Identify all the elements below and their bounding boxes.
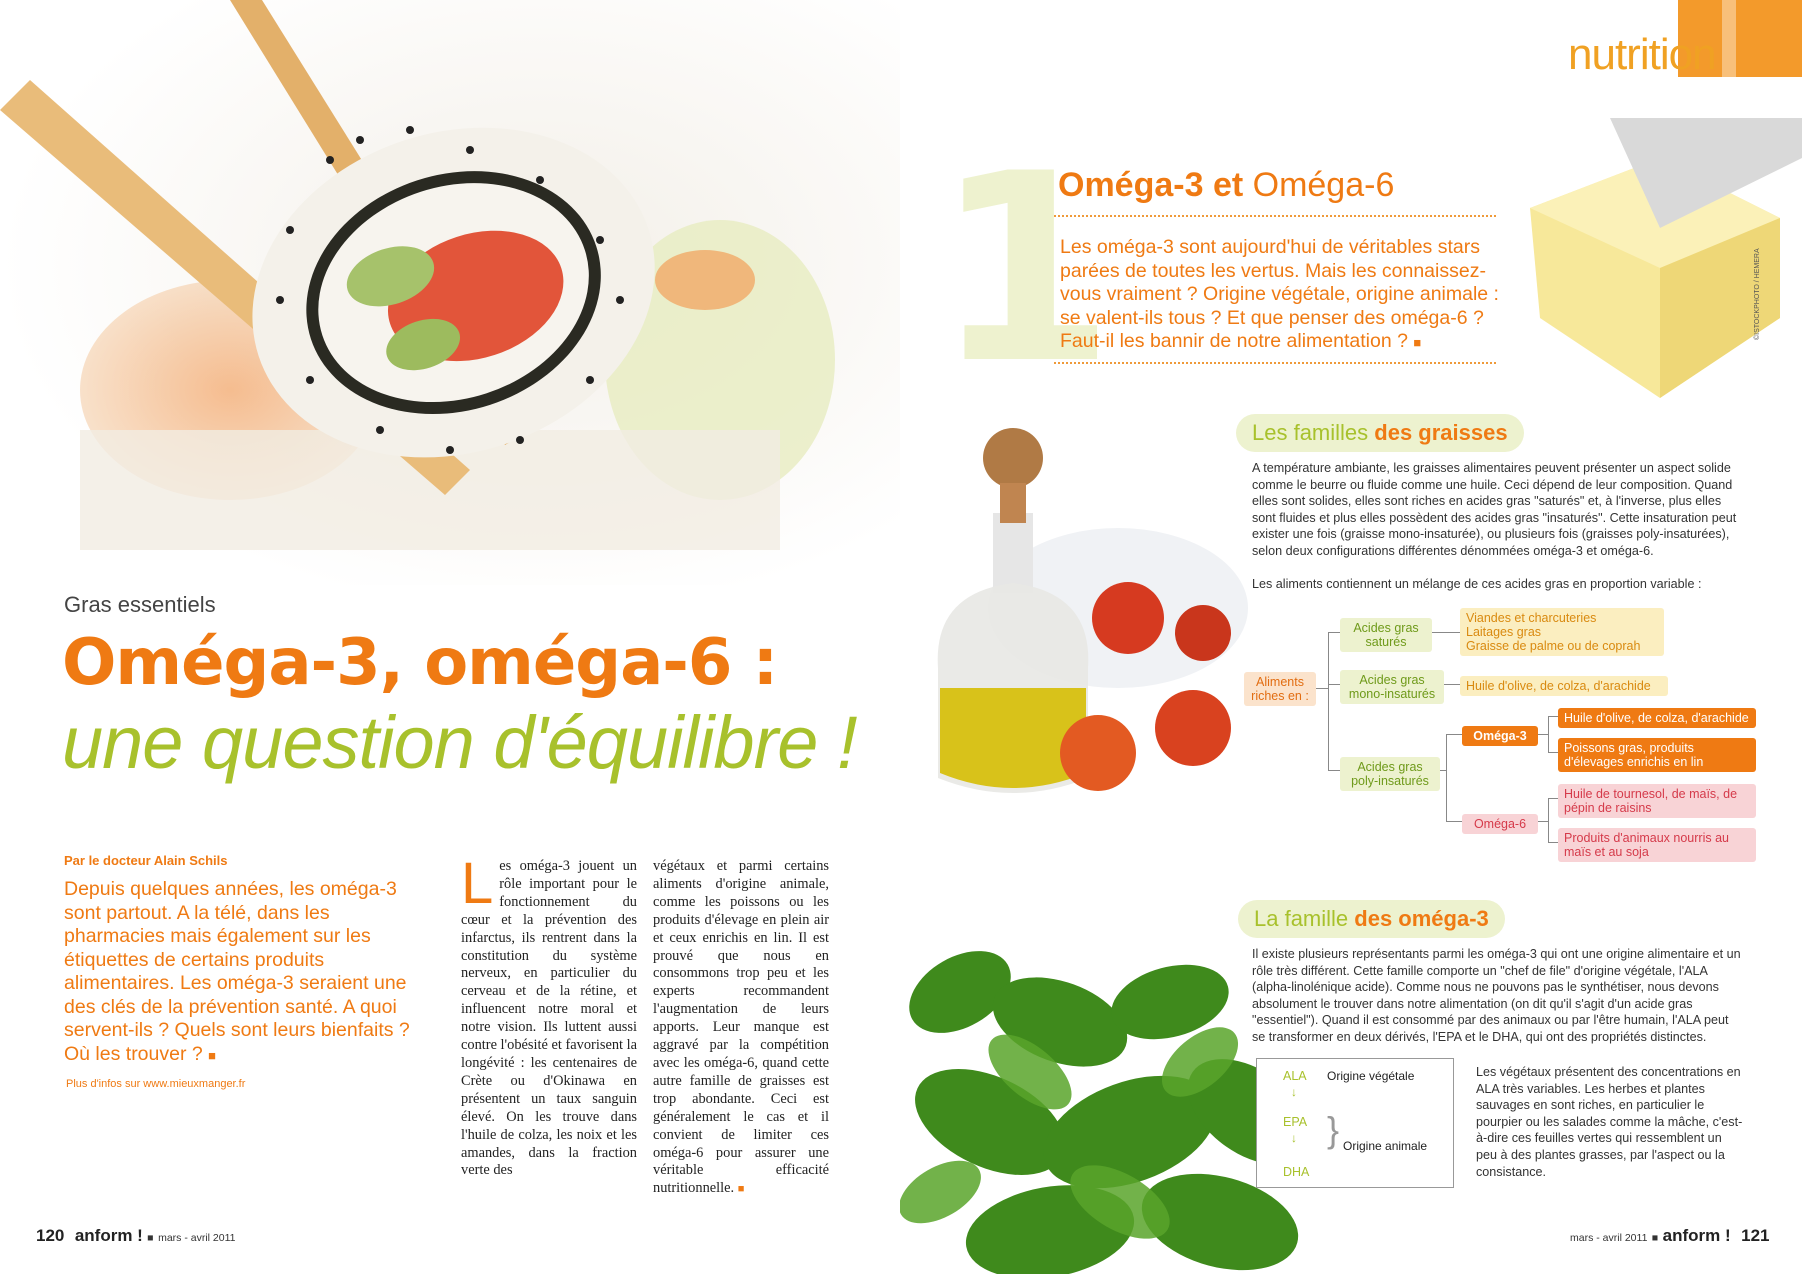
- page-number-right: 121: [1741, 1226, 1770, 1245]
- footer-date-left: mars - avril 2011: [158, 1232, 236, 1244]
- connector: [1328, 632, 1329, 770]
- article-column-1: [461, 851, 638, 1180]
- section-intro: [1060, 236, 1500, 355]
- families-text: A température ambiante, les graisses alimentaires peuvent présenter un aspect solide comme le beurre ou fluide comme une huile. Ceci dépend de leur composition. Quand elles sont solides, elles sont riches en acides gras "saturés" et, à l'inverse, plus elles sont fluides et plus elles possèdent des acides gras "insaturés". Cette insaturation peut exister une fois (graisse mono-insaturée), ou plusieurs fois (graisses poly-insaturées), selon deux configurations différentes dénommées oméga-3 et oméga-6.: [1252, 461, 1737, 558]
- sushi-photo: [0, 0, 900, 585]
- ala-label: ALA: [1283, 1069, 1307, 1083]
- section-number: 1: [934, 119, 1115, 421]
- tree-saturated: Acides gras saturés: [1340, 618, 1432, 652]
- connector: [1548, 798, 1558, 799]
- connector: [1538, 734, 1548, 735]
- origin-animale-label: Origine animale: [1343, 1139, 1428, 1153]
- arrow-down-icon: ↓: [1291, 1085, 1297, 1099]
- col1-text: es oméga-3 jouent un rôle important pour le fonctionnement du cœur et la prévention des infarctus, ils rentrent dans la constitution du système nerveux, en particulier du cerveau et de la rétine, et influencent notre moral et notre vision. Ils luttent aussi contre l'obésité et favorisent la longévité : les centenaires de Crète ou d'Okinawa en présentent un taux sanguin élevé. On les trouve dans l'huile de colza, les noix et les amandes, dans la fraction verte des: [461, 858, 638, 1179]
- divider-top: [1054, 215, 1496, 217]
- tree-omega3: Oméga-3: [1462, 726, 1538, 746]
- intro: [64, 878, 416, 1067]
- connector: [1446, 734, 1462, 735]
- families-title-b: des graisses: [1374, 420, 1508, 445]
- col2-text: végétaux et parmi certains aliments d'origine animale, comme les poissons ou les produits d'élevage en plein air et ceux enrichis en lin. Il est prouvé que nous en consommons trop peu et les experts recommandent l'augmentation de leurs apports. Leur manque est aggravé par la compétition avec les oméga-6, quand cette autre famille de graisses est trop abondante. Ceci est généralement le cas et il convient de limiter ces oméga-6 pour assurer une véritable efficacité nutritionnelle.: [653, 858, 829, 1197]
- families-heading: [1236, 414, 1524, 452]
- tree-omega3-b: Poissons gras, produits d'élevages enrichis en lin: [1558, 738, 1756, 772]
- connector: [1328, 684, 1340, 685]
- end-square-icon: ■: [208, 1047, 217, 1063]
- connector: [1432, 632, 1460, 633]
- article-column-2: [653, 858, 829, 1199]
- tree-root: Aliments riches en :: [1244, 672, 1316, 706]
- epa-label: EPA: [1283, 1115, 1308, 1129]
- divider-bottom: [1054, 362, 1496, 364]
- section-title: [1058, 166, 1394, 205]
- headline: Oméga-3, oméga-6 :: [62, 626, 778, 700]
- kicker: Gras essentiels: [64, 592, 216, 617]
- footer-brand-right: anform !: [1662, 1226, 1731, 1245]
- tree-poly: Acides gras poly-insaturés: [1340, 757, 1440, 791]
- connector: [1328, 632, 1340, 633]
- oil-tomato-photo: [918, 418, 1248, 810]
- connector: [1548, 842, 1558, 843]
- footer-brand-left: anform !: [74, 1226, 143, 1245]
- photo-credit: ©ISTOCKPHOTO / HEMERA: [1754, 248, 1761, 340]
- connector: [1548, 752, 1558, 753]
- footer-square-icon: ■: [1651, 1232, 1659, 1244]
- footer-right: [1570, 1226, 1770, 1246]
- section-title-b: Oméga-6: [1252, 166, 1395, 204]
- section-title-a: Oméga-3 et: [1058, 166, 1253, 204]
- omega3-origin-box: [1256, 1058, 1454, 1188]
- end-square-icon: ■: [737, 1183, 745, 1196]
- top-bar-right-accent: [1722, 0, 1736, 77]
- tree-omega6-a: Huile de tournesol, de maïs, de pépin de raisins: [1558, 784, 1756, 818]
- connector: [1538, 821, 1548, 822]
- subheadline: une question d'équilibre !: [62, 701, 857, 784]
- more-info-link[interactable]: Plus d'infos sur www.mieuxmanger.fr: [66, 1078, 246, 1090]
- connector: [1548, 716, 1549, 752]
- page-number-left: 120: [36, 1226, 65, 1245]
- brace-icon: }: [1327, 1109, 1340, 1150]
- tree-omega3-a: Huile d'olive, de colza, d'arachide: [1558, 708, 1756, 728]
- omega3-heading: [1238, 900, 1505, 938]
- dha-label: DHA: [1283, 1165, 1310, 1179]
- tree-omega6-b: Produits d'animaux nourris au maïs et au soja: [1558, 828, 1756, 862]
- connector: [1548, 798, 1549, 842]
- end-square-icon: ■: [1413, 335, 1422, 350]
- connector: [1446, 734, 1447, 822]
- origin-vegetale-label: Origine végétale: [1327, 1069, 1415, 1083]
- dropcap: L: [461, 851, 494, 916]
- byline: Par le docteur Alain Schils: [64, 853, 228, 868]
- omega3-title-a: La famille: [1254, 906, 1355, 931]
- tree-omega6: Oméga-6: [1462, 814, 1538, 834]
- connector: [1548, 716, 1558, 717]
- tree-saturated-foods: Viandes et charcuteries Laitages gras Graisse de palme ou de coprah: [1460, 608, 1664, 656]
- page-category: nutrition: [1568, 30, 1716, 79]
- omega3-title-b: des oméga-3: [1354, 906, 1489, 931]
- arrow-down-icon: ↓: [1291, 1131, 1297, 1145]
- families-title-a: Les familles: [1252, 420, 1375, 445]
- footer-date-right: mars - avril 2011: [1570, 1232, 1648, 1244]
- omega3-text: Il existe plusieurs représentants parmi les oméga-3 qui ont une origine alimentaire et un rôle très différent. Cette famille comporte un "chef de file" d'origine végétale, l'ALA (alpha-linolénique acide). Comme nous ne pouvons pas le synthétiser, nous devons absolument le trouver dans notre alimentation (on dit qu'il s'agit d'un acide gras "essentiel"). Quand il est consommé par des animaux ou par l'être humain, l'ALA peut se transformer en deux dérivés, l'EPA et le DHA, qui ont des propriétés distinctes.: [1252, 947, 1741, 1044]
- connector: [1328, 770, 1340, 771]
- families-text-2: Les aliments contiennent un mélange de ces acides gras en proportion variable :: [1252, 577, 1702, 591]
- footer-square-icon: ■: [147, 1232, 154, 1244]
- tree-mono-foods: Huile d'olive, de colza, d'arachide: [1460, 676, 1668, 696]
- connector: [1446, 821, 1462, 822]
- intro-text: Depuis quelques années, les oméga-3 sont partout. A la télé, dans les pharmacies mais également sur les étiquettes de certains produits alimentaires. Les oméga-3 seraient une des clés de la prévention santé. A quoi servent-ils ? Quels sont leurs bienfaits ? Où les trouver ?: [64, 878, 410, 1065]
- footer-left: [36, 1226, 236, 1246]
- section-intro-text: Les oméga-3 sont aujourd'hui de véritables stars parées de toutes les vertus. Mais les connaissez-vous vraiment ? Origine végétale, origine animale : se valent-ils tous ? Et que penser des oméga-6 ? Faut-il les bannir de notre alimentation ?: [1060, 236, 1499, 352]
- tree-mono: Acides gras mono-insaturés: [1340, 670, 1444, 704]
- vegetables-text: Les végétaux présentent des concentrations en ALA très variables. Les herbes et plantes sauvages en sont riches, en particulier le pourpier ou les salades comme la mâche, c'est-à-dire ces feuilles vertes qui ressemblent un peu à des plantes grasses, par l'aspect ou la consistance.: [1476, 1065, 1743, 1179]
